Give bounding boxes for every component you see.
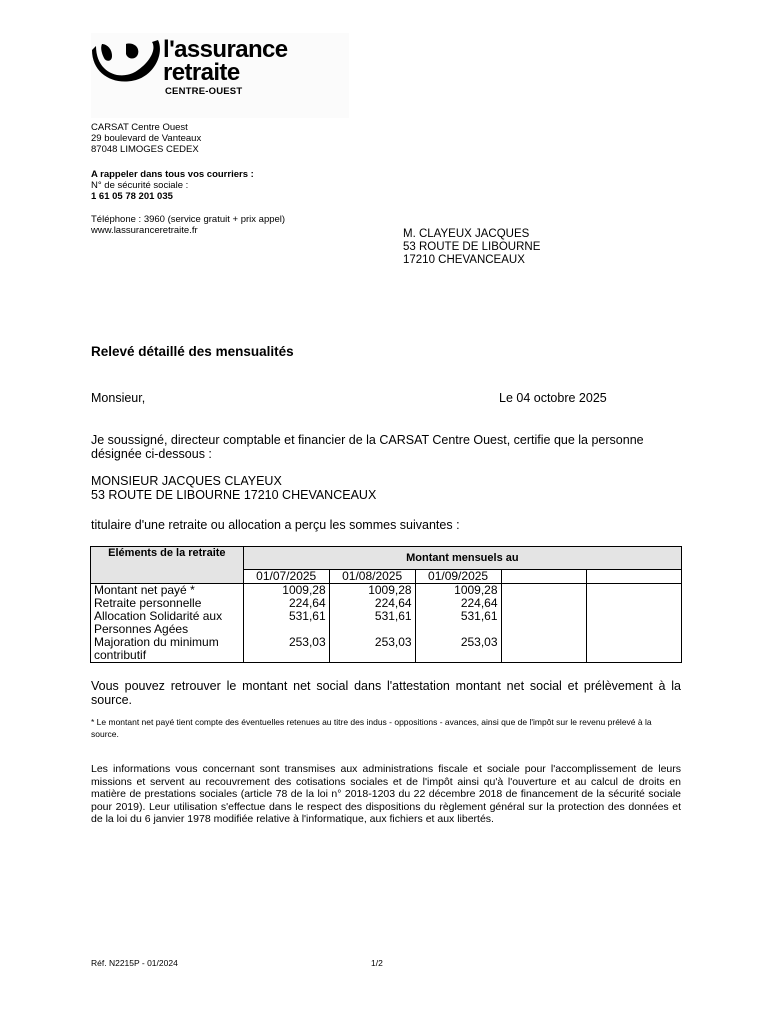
recipient-street: 53 ROUTE DE LIBOURNE bbox=[403, 241, 541, 253]
sender-address bbox=[91, 122, 201, 155]
row-empty bbox=[501, 636, 587, 663]
letter-date: Le 04 octobre 2025 bbox=[499, 391, 607, 405]
row-value: 531,61 bbox=[415, 610, 501, 636]
logo-line3: CENTRE-OUEST bbox=[165, 86, 243, 97]
row-value: 531,61 bbox=[329, 610, 415, 636]
phone-text: Téléphone : 3960 (service gratuit + prix appel) bbox=[91, 214, 286, 225]
header-elements: Eléments de la retraite bbox=[91, 547, 244, 584]
holder-text: titulaire d'une retraite ou allocation a perçu les sommes suivantes : bbox=[91, 518, 460, 532]
website-link[interactable]: www.lassuranceretraite.fr bbox=[91, 225, 198, 236]
row-empty bbox=[587, 584, 682, 598]
row-label: Majoration du minimum contributif bbox=[91, 636, 244, 663]
contact-block bbox=[91, 214, 285, 236]
table-row bbox=[91, 610, 682, 636]
row-value: 224,64 bbox=[329, 597, 415, 610]
ss-label: N° de sécurité sociale : bbox=[91, 180, 189, 191]
date-header bbox=[587, 570, 682, 584]
recipient-address bbox=[403, 228, 540, 267]
sender-street: 29 boulevard de Vanteaux bbox=[91, 133, 202, 144]
row-empty bbox=[501, 597, 587, 610]
row-value: 253,03 bbox=[329, 636, 415, 663]
row-empty bbox=[587, 610, 682, 636]
row-label: Montant net payé * bbox=[91, 584, 244, 598]
row-value: 1009,28 bbox=[329, 584, 415, 598]
row-value: 1009,28 bbox=[415, 584, 501, 598]
reminder-heading: A rappeler dans tous vos courriers : bbox=[91, 169, 254, 180]
date-header: 01/08/2025 bbox=[329, 570, 415, 584]
row-label: Retraite personnelle bbox=[91, 597, 244, 610]
row-empty bbox=[501, 610, 587, 636]
row-value: 224,64 bbox=[243, 597, 329, 610]
sender-city: 87048 LIMOGES CEDEX bbox=[91, 144, 199, 155]
assurance-retraite-logo-icon bbox=[92, 38, 162, 84]
sender-name: CARSAT Centre Ouest bbox=[91, 122, 188, 133]
row-label: Allocation Solidarité aux Personnes Agées bbox=[91, 610, 244, 636]
date-header bbox=[501, 570, 587, 584]
footnote: * Le montant net payé tient compte des éventuelles retenues au titre des indus - oppositions - avances, ainsi que de l'impôt sur le revenu prélevé à la source. bbox=[91, 717, 652, 739]
row-value: 224,64 bbox=[415, 597, 501, 610]
person-name: MONSIEUR JACQUES CLAYEUX bbox=[91, 474, 282, 488]
row-empty bbox=[587, 636, 682, 663]
page-title: Relevé détaillé des mensualités bbox=[91, 344, 294, 359]
table-row bbox=[91, 584, 682, 598]
date-header: 01/09/2025 bbox=[415, 570, 501, 584]
row-empty bbox=[501, 584, 587, 598]
page-number: 1/2 bbox=[371, 958, 383, 968]
row-value: 253,03 bbox=[415, 636, 501, 663]
reference: Réf. N2215P - 01/2024 bbox=[91, 958, 178, 968]
pension-table bbox=[90, 546, 682, 663]
row-value: 253,03 bbox=[243, 636, 329, 663]
logo-line1: l'assurance bbox=[163, 36, 288, 63]
date-header: 01/07/2025 bbox=[243, 570, 329, 584]
row-value: 531,61 bbox=[243, 610, 329, 636]
salutation: Monsieur, bbox=[91, 391, 146, 405]
person-block bbox=[91, 474, 376, 502]
header-montant: Montant mensuels au bbox=[243, 547, 681, 570]
net-social-paragraph: Vous pouvez retrouver le montant net social dans l'attestation montant net social et prélèvement à la source. bbox=[91, 679, 681, 707]
recipient-city: 17210 CHEVANCEAUX bbox=[403, 254, 525, 266]
row-value: 1009,28 bbox=[243, 584, 329, 598]
ss-number: 1 61 05 78 201 035 bbox=[91, 191, 173, 202]
table-row bbox=[91, 636, 682, 663]
person-address: 53 ROUTE DE LIBOURNE 17210 CHEVANCEAUX bbox=[91, 488, 377, 502]
intro-paragraph: Je soussigné, directeur comptable et financier de la CARSAT Centre Ouest, certifie que la personne désignée ci-dessous : bbox=[91, 433, 644, 461]
privacy-paragraph: Les informations vous concernant sont transmises aux administrations fiscale et sociale pour l'accomplissement de leurs missions et servent au recouvrement des cotisations sociales et de l'impôt ainsi qu'à l'ouverture et au calcul de droits en matière de prestations sociales (article 78 de la loi n° 2018-1203 du 22 décembre 2018 de financement de la sécurité sociale pour 2019). Leur utilisation s'effectue dans le respect des dispositions du règlement général sur la protection des données et de la loi du 6 janvier 1978 modifiée relative à l'informatique, aux fichiers et aux libertés. bbox=[91, 763, 681, 826]
reminder-block bbox=[91, 169, 254, 202]
recipient-name: M. CLAYEUX JACQUES bbox=[403, 228, 530, 240]
logo-line2: retraite bbox=[163, 59, 240, 86]
row-empty bbox=[587, 597, 682, 610]
